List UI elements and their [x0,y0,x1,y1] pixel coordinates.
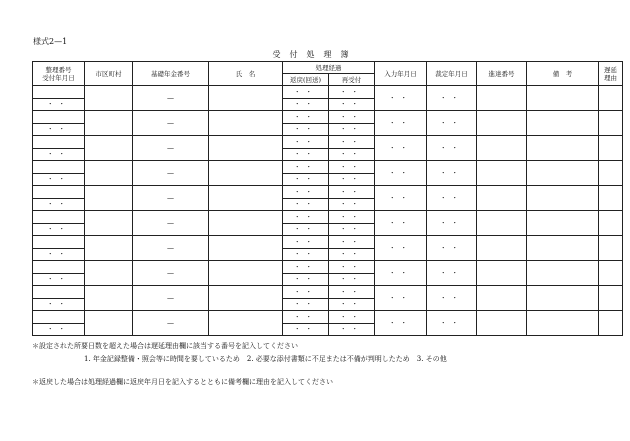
cell-municipality [85,311,133,336]
cell-reaccepted-date: ・・ [329,211,375,224]
cell-input-date: ・・ [375,86,427,111]
cell-delay-reason [599,186,623,211]
cell-input-date: ・・ [375,286,427,311]
cell-reaccepted-date-2: ・・ [329,298,375,311]
cell-pension-number: — [133,211,209,236]
cell-reception-date: ・・ [33,123,85,136]
cell-returned-date-2: ・・ [283,223,329,236]
page-title: 受付処理簿 [272,50,358,59]
cell-reaccepted-date-2: ・・ [329,148,375,161]
cell-delay-reason [599,261,623,286]
cell-number [33,111,85,124]
cell-number [33,86,85,99]
header-contact-number: 進達番号 [477,62,527,86]
cell-municipality [85,286,133,311]
cell-decision-date: ・・ [427,186,477,211]
cell-returned-date: ・・ [283,186,329,199]
cell-municipality [85,261,133,286]
cell-input-date: ・・ [375,236,427,261]
header-number-line1: 整理番号 [45,65,72,74]
cell-number [33,236,85,249]
table-row [33,86,623,99]
cell-decision-date: ・・ [427,261,477,286]
cell-input-date: ・・ [375,136,427,161]
cell-delay-reason [599,136,623,161]
cell-contact-number [477,186,527,211]
cell-name [209,111,283,136]
cell-remarks [527,86,599,111]
cell-returned-date: ・・ [283,161,329,174]
cell-number [33,161,85,174]
cell-returned-date-2: ・・ [283,248,329,261]
cell-reaccepted-date: ・・ [329,286,375,299]
form-id: 様式2—1 [33,37,68,46]
cell-returned-date: ・・ [283,111,329,124]
cell-delay-reason [599,311,623,336]
cell-reaccepted-date-2: ・・ [329,123,375,136]
note-returned: ＊返戻した場合は処理経過欄に返戻年月日を記入するとともに備考欄に理由を記入してください [32,378,333,386]
cell-decision-date: ・・ [427,211,477,236]
cell-decision-date: ・・ [427,286,477,311]
header-returned: 返戻(回送) [283,74,329,86]
cell-pension-number: — [133,86,209,111]
cell-remarks [527,186,599,211]
header-remarks: 備 考 [527,62,599,86]
header-input-date: 入力年月日 [375,62,427,86]
cell-remarks [527,311,599,336]
cell-reaccepted-date: ・・ [329,111,375,124]
cell-remarks [527,236,599,261]
cell-name [209,236,283,261]
cell-reception-date: ・・ [33,148,85,161]
cell-delay-reason [599,286,623,311]
table-row [33,186,623,199]
cell-reaccepted-date: ・・ [329,236,375,249]
reception-ledger-table [32,61,623,336]
cell-reaccepted-date: ・・ [329,161,375,174]
cell-municipality [85,86,133,111]
cell-name [209,136,283,161]
cell-decision-date: ・・ [427,161,477,186]
cell-returned-date: ・・ [283,136,329,149]
header-delay [599,62,623,86]
note-delay: ＊設定された所要日数を超えた場合は遅延理由欄に該当する番号を記入してください [32,342,298,350]
table-row [33,136,623,149]
table-row [33,111,623,124]
cell-pension-number: — [133,236,209,261]
cell-number [33,286,85,299]
cell-decision-date: ・・ [427,236,477,261]
cell-reaccepted-date-2: ・・ [329,223,375,236]
header-decision-date: 裁定年月日 [427,62,477,86]
cell-pension-number: — [133,286,209,311]
table-row [33,311,623,324]
header-municipality: 市区町村 [85,62,133,86]
cell-contact-number [477,86,527,111]
cell-returned-date-2: ・・ [283,123,329,136]
cell-municipality [85,211,133,236]
header-process: 処理経過 [283,62,375,74]
cell-returned-date: ・・ [283,236,329,249]
cell-pension-number: — [133,261,209,286]
cell-reaccepted-date-2: ・・ [329,198,375,211]
cell-reaccepted-date: ・・ [329,261,375,274]
cell-pension-number: — [133,311,209,336]
cell-reaccepted-date-2: ・・ [329,248,375,261]
table-row [33,211,623,224]
cell-reaccepted-date-2: ・・ [329,273,375,286]
cell-returned-date: ・・ [283,86,329,99]
cell-decision-date: ・・ [427,86,477,111]
table-row [33,236,623,249]
cell-name [209,211,283,236]
cell-reception-date: ・・ [33,298,85,311]
cell-contact-number [477,111,527,136]
header-delay-line2: 理由 [604,73,617,82]
cell-reaccepted-date-2: ・・ [329,323,375,336]
cell-returned-date: ・・ [283,211,329,224]
header-name: 氏 名 [209,62,283,86]
cell-contact-number [477,136,527,161]
cell-contact-number [477,286,527,311]
cell-remarks [527,261,599,286]
cell-returned-date-2: ・・ [283,198,329,211]
cell-name [209,286,283,311]
cell-name [209,311,283,336]
cell-input-date: ・・ [375,211,427,236]
cell-reaccepted-date: ・・ [329,311,375,324]
cell-delay-reason [599,111,623,136]
cell-reception-date: ・・ [33,248,85,261]
cell-returned-date-2: ・・ [283,298,329,311]
cell-number [33,186,85,199]
cell-reaccepted-date-2: ・・ [329,98,375,111]
cell-contact-number [477,236,527,261]
cell-name [209,161,283,186]
cell-contact-number [477,161,527,186]
cell-municipality [85,186,133,211]
cell-delay-reason [599,211,623,236]
cell-remarks [527,136,599,161]
cell-pension-number: — [133,161,209,186]
ledger-body [33,86,623,336]
cell-reception-date: ・・ [33,323,85,336]
cell-pension-number: — [133,111,209,136]
cell-municipality [85,161,133,186]
cell-input-date: ・・ [375,311,427,336]
header-number-line2: 受付年月日 [42,73,75,82]
cell-returned-date-2: ・・ [283,173,329,186]
note-delay-reasons: 1. 年金記録整備・照会等に時間を要しているため 2. 必要な添付書類に不足または不備が判明したため 3. その他 [84,355,447,363]
cell-decision-date: ・・ [427,311,477,336]
cell-remarks [527,161,599,186]
cell-number [33,211,85,224]
cell-decision-date: ・・ [427,136,477,161]
cell-reaccepted-date: ・・ [329,186,375,199]
table-row [33,261,623,274]
cell-contact-number [477,211,527,236]
table-row [33,161,623,174]
cell-municipality [85,236,133,261]
cell-name [209,261,283,286]
cell-delay-reason [599,86,623,111]
cell-contact-number [477,261,527,286]
cell-returned-date: ・・ [283,311,329,324]
cell-reception-date: ・・ [33,273,85,286]
cell-remarks [527,111,599,136]
cell-returned-date-2: ・・ [283,98,329,111]
cell-remarks [527,286,599,311]
cell-reception-date: ・・ [33,173,85,186]
cell-input-date: ・・ [375,261,427,286]
cell-input-date: ・・ [375,161,427,186]
cell-reaccepted-date-2: ・・ [329,173,375,186]
cell-pension-number: — [133,186,209,211]
cell-number [33,261,85,274]
cell-delay-reason [599,161,623,186]
cell-returned-date-2: ・・ [283,273,329,286]
cell-input-date: ・・ [375,186,427,211]
cell-delay-reason [599,236,623,261]
cell-reception-date: ・・ [33,223,85,236]
cell-reaccepted-date: ・・ [329,136,375,149]
header-delay-line1: 遅延 [604,65,617,74]
cell-returned-date-2: ・・ [283,323,329,336]
cell-name [209,186,283,211]
cell-input-date: ・・ [375,111,427,136]
cell-name [209,86,283,111]
header-reaccepted: 再受付 [329,74,375,86]
cell-reception-date: ・・ [33,98,85,111]
cell-municipality [85,111,133,136]
cell-returned-date: ・・ [283,261,329,274]
cell-returned-date-2: ・・ [283,148,329,161]
cell-contact-number [477,311,527,336]
cell-number [33,136,85,149]
header-pension-number: 基礎年金番号 [133,62,209,86]
header-number [33,62,85,86]
cell-reaccepted-date: ・・ [329,86,375,99]
cell-returned-date: ・・ [283,286,329,299]
cell-reception-date: ・・ [33,198,85,211]
cell-pension-number: — [133,136,209,161]
cell-municipality [85,136,133,161]
cell-decision-date: ・・ [427,111,477,136]
cell-number [33,311,85,324]
cell-remarks [527,211,599,236]
table-row [33,286,623,299]
